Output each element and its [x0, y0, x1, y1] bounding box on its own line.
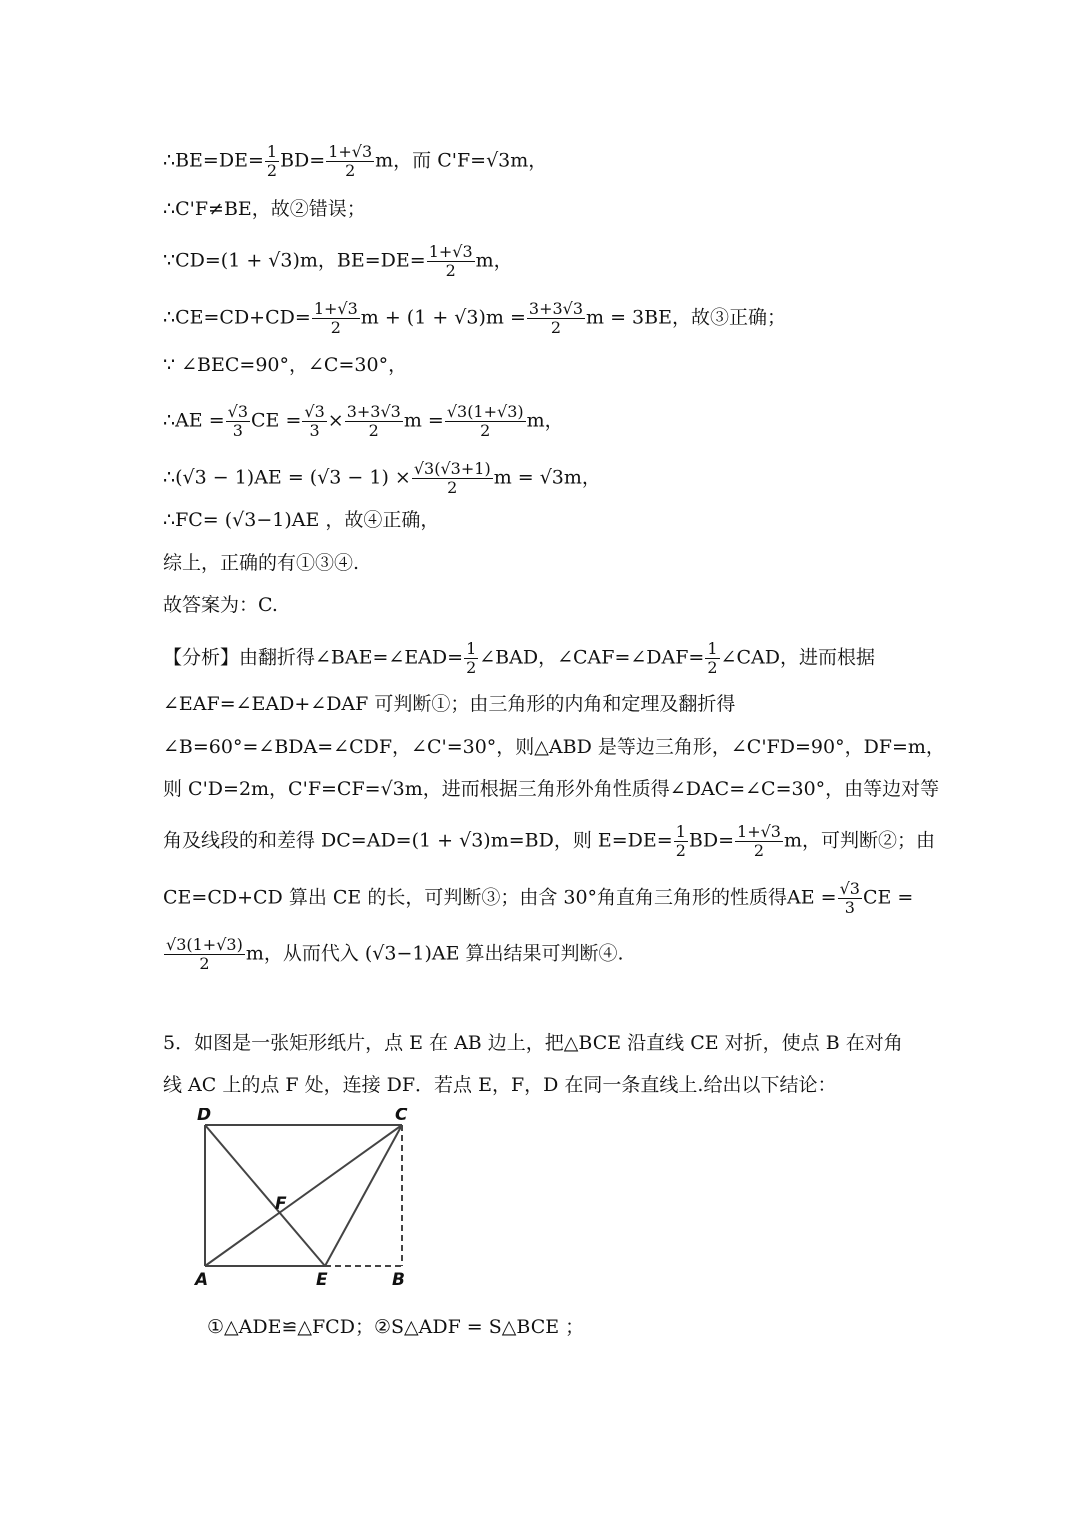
- analysis-line-7: [163, 936, 624, 973]
- numerator: 1+√3: [313, 299, 358, 318]
- numerator: 1: [675, 822, 686, 841]
- problem-5-line-2: 线 AC 上的点 F 处，连接 DF．若点 E，F，D 在同一条直线上.给出以下结论：: [163, 1074, 837, 1096]
- segment-DE: [205, 1125, 325, 1266]
- text: m，从而代入 (√3−1)AE 算出结果可判断④.: [245, 942, 624, 965]
- denominator: 2: [675, 841, 686, 860]
- text: CE=CD+CD 算出 CE 的长，可判断③；由含 30°角直角三角形的性质得AE =: [163, 886, 837, 909]
- denominator: 2: [368, 421, 379, 440]
- numerator: 3+3√3: [528, 299, 584, 318]
- text: ×: [327, 409, 344, 432]
- numerator: 1: [707, 639, 718, 658]
- denominator: 3: [844, 898, 855, 917]
- geometry-figure: [185, 1108, 425, 1293]
- fraction: [326, 143, 374, 180]
- denominator: 2: [707, 658, 718, 677]
- analysis-line-2: ∠EAF=∠EAD+∠DAF 可判断①；由三角形的内角和定理及翻折得: [163, 693, 736, 715]
- text: CE =: [862, 886, 914, 909]
- conclusion-line: ①△ADE≌△FCD；②S△ADF = S△BCE ；: [207, 1316, 585, 1338]
- fraction: [312, 300, 360, 337]
- text: m，: [526, 409, 564, 432]
- analysis-line-4: 则 C'D=2m，C'F=CF=√3m，进而根据三角形外角性质得∠DAC=∠C=30°，由等边对等: [163, 778, 940, 800]
- text: ∴BE=DE=: [163, 149, 264, 172]
- denominator: 2: [753, 841, 765, 860]
- numerator: √3: [227, 402, 249, 421]
- numerator: √3: [304, 402, 325, 421]
- solution-line-6: [163, 403, 564, 440]
- fraction: [302, 403, 326, 440]
- text: 角及线段的和差得 DC=AD=(1 + √3)m=BD，则 E=DE=: [163, 829, 673, 852]
- solution-line-7: [163, 460, 601, 497]
- numerator: √3(√3+1): [413, 459, 491, 478]
- denominator: 2: [199, 954, 210, 973]
- fraction: [345, 403, 403, 440]
- numerator: 1+√3: [328, 142, 373, 161]
- denominator: 3: [309, 421, 320, 440]
- fraction: [838, 880, 862, 917]
- numerator: √3(1+√3): [446, 402, 524, 421]
- label-F: F: [275, 1194, 287, 1214]
- text: m = √3m，: [493, 466, 601, 489]
- analysis-line-1: [163, 640, 875, 677]
- denominator: 2: [345, 161, 356, 180]
- text: m + (1 + √3)m =: [360, 306, 526, 329]
- solution-line-1: [163, 143, 547, 180]
- text: ∠BAD，∠CAF=∠DAF=: [479, 646, 705, 669]
- analysis-line-5: [163, 823, 935, 860]
- fraction: [445, 403, 526, 440]
- fraction: [705, 640, 719, 677]
- text: ∠CAD，进而根据: [720, 646, 875, 669]
- text: ∴CE=CD+CD=: [163, 306, 311, 329]
- denominator: 2: [466, 658, 477, 677]
- denominator: 2: [480, 421, 491, 440]
- text: m = 3BE，故③正确；: [586, 306, 786, 329]
- text: ∵CD=(1 + √3)m，BE=DE=: [163, 249, 426, 272]
- text: ∴AE =: [163, 409, 225, 432]
- solution-line-4: [163, 300, 786, 337]
- denominator: 2: [266, 161, 278, 180]
- fraction: [164, 936, 245, 973]
- label-E: E: [316, 1270, 328, 1290]
- fraction: [735, 823, 783, 860]
- fraction: [674, 823, 688, 860]
- numerator: √3(1+√3): [166, 935, 243, 954]
- numerator: 3+3√3: [346, 402, 401, 421]
- analysis-line-6: [163, 880, 913, 917]
- denominator: 2: [445, 261, 456, 280]
- text: m =: [403, 409, 444, 432]
- solution-line-8: ∴FC= (√3−1)AE ，故④正确，: [163, 509, 440, 531]
- numerator: 1: [266, 142, 278, 161]
- solution-line-9: 综上，正确的有①③④.: [163, 552, 360, 574]
- denominator: 2: [447, 478, 458, 497]
- text: m，可判断②；由: [783, 829, 936, 852]
- solution-line-5: ∵ ∠BEC=90°，∠C=30°，: [163, 354, 408, 376]
- text: 【分析】由翻折得∠BAE=∠EAD=: [163, 646, 464, 669]
- label-D: D: [197, 1108, 212, 1125]
- text: BD=: [280, 149, 326, 172]
- denominator: 2: [330, 318, 341, 337]
- numerator: 1+√3: [428, 242, 473, 261]
- numerator: √3: [839, 879, 860, 898]
- fraction: [226, 403, 250, 440]
- segment-CE: [325, 1125, 402, 1266]
- fraction: [412, 460, 493, 497]
- text: BD=: [688, 829, 735, 852]
- fraction: [265, 143, 279, 180]
- label-B: B: [392, 1270, 405, 1290]
- problem-5-line-1: 5．如图是一张矩形纸片，点 E 在 AB 边上，把△BCE 沿直线 CE 对折，使点 B 在对角: [163, 1032, 903, 1054]
- analysis-line-3: ∠B=60°=∠BDA=∠CDF，∠C'=30°，则△ABD 是等边三角形，∠C'FD=90°，DF=m，: [163, 736, 945, 758]
- denominator: 2: [550, 318, 562, 337]
- solution-line-2: ∴C'F≠BE，故②错误；: [163, 198, 366, 220]
- solution-line-3: [163, 243, 513, 280]
- numerator: 1+√3: [737, 822, 781, 841]
- label-A: A: [195, 1270, 209, 1290]
- denominator: 3: [232, 421, 243, 440]
- solution-line-10: 故答案为：C.: [163, 594, 278, 616]
- text: ∴(√3 − 1)AE = (√3 − 1) ×: [163, 466, 411, 489]
- fraction: [427, 243, 475, 280]
- numerator: 1: [466, 639, 477, 658]
- fraction: [527, 300, 585, 337]
- text: CE =: [251, 409, 302, 432]
- diagonal-AC: [205, 1125, 402, 1266]
- fraction: [464, 640, 478, 677]
- label-C: C: [395, 1108, 408, 1125]
- text: m，: [475, 249, 513, 272]
- text: m，而 C'F=√3m，: [375, 149, 548, 172]
